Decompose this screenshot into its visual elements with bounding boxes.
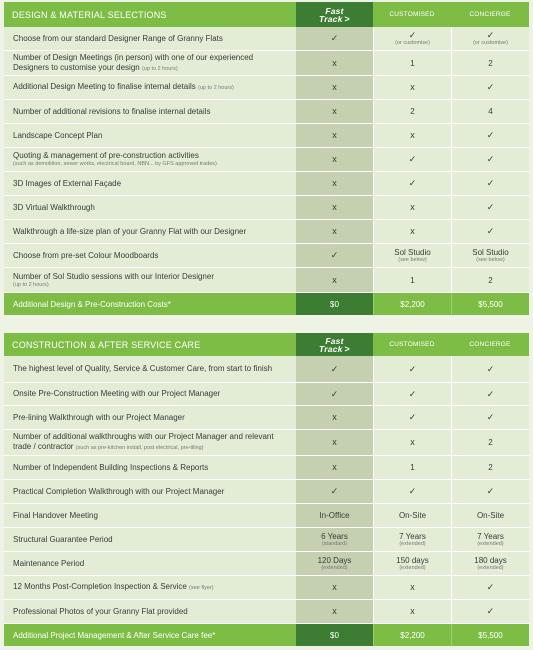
customised-value: ✓ <box>373 172 451 196</box>
row-label: Walkthrough a life-size plan of your Granny Flat with our Designer <box>4 220 296 244</box>
fast-track-value: x <box>296 124 373 148</box>
concierge-value: 2 <box>451 456 529 480</box>
customised-value: 1 <box>373 51 451 76</box>
concierge-value: ✓ <box>451 124 529 148</box>
concierge-total: $5,500 <box>451 624 529 646</box>
concierge-value: 2 <box>451 268 529 293</box>
row-label: Landscape Concept Plan <box>4 124 296 148</box>
row-label: Number of Independent Building Inspections & Reports <box>4 456 296 480</box>
customised-value: ✓ <box>373 148 451 172</box>
concierge-value: ✓ <box>451 406 529 430</box>
fast-track-value: x <box>296 406 373 430</box>
concierge-value: 180 days (extended) <box>451 552 529 576</box>
row-label: 3D Images of External Façade <box>4 172 296 196</box>
fast-track-value: x <box>296 456 373 480</box>
customised-value: 1 <box>373 268 451 293</box>
chevron-right-icon: > <box>344 13 350 24</box>
concierge-value: ✓ <box>451 356 529 383</box>
section-title: DESIGN & MATERIAL SELECTIONS <box>4 2 296 27</box>
concierge-value: 4 <box>451 100 529 124</box>
row-label: Pre-lining Walkthrough with our Project Manager <box>4 406 296 430</box>
customised-value: ✓ <box>373 383 451 406</box>
fast-track-value: x <box>296 430 373 456</box>
row-label: Number of additional walkthroughs with our Project Manager and relevant trade / contractor (such as pre-kitchen install, post electrical, pre-tiling) <box>4 430 296 456</box>
row-label: Professional Photos of your Granny Flat provided <box>4 600 296 624</box>
row-label: Maintenance Period <box>4 552 296 576</box>
concierge-value: ✓ (or customise) <box>451 27 529 51</box>
construction-service-table <box>4 333 529 646</box>
customised-value: x <box>373 576 451 600</box>
fast-track-value: x <box>296 268 373 293</box>
fast-track-value: 120 Days (extended) <box>296 552 373 576</box>
fast-track-value: ✓ <box>296 244 373 268</box>
customised-value: On-Site <box>373 504 451 528</box>
fast-track-value: x <box>296 51 373 76</box>
customised-value: 1 <box>373 456 451 480</box>
customised-value: Sol Studio (see below) <box>373 244 451 268</box>
fast-track-value: x <box>296 196 373 220</box>
customised-value: x <box>373 196 451 220</box>
customised-value: ✓ <box>373 406 451 430</box>
concierge-value: 2 <box>451 51 529 76</box>
concierge-value: ✓ <box>451 196 529 220</box>
fast-track-word-2: Track <box>319 13 343 24</box>
fast-track-value: ✓ <box>296 27 373 51</box>
row-label: Number of Design Meetings (in person) with one of our experienced Designers to customise your design (up to 2 hours) <box>4 51 296 76</box>
concierge-total: $5,500 <box>451 293 529 315</box>
row-label: Onsite Pre-Construction Meeting with our Project Manager <box>4 383 296 406</box>
concierge-value: ✓ <box>451 76 529 100</box>
row-label: Choose from pre-set Colour Moodboards <box>4 244 296 268</box>
customised-value: 150 days (extended) <box>373 552 451 576</box>
row-label: The highest level of Quality, Service & Customer Care, from start to finish <box>4 356 296 383</box>
customised-value: x <box>373 430 451 456</box>
concierge-value: 7 Years (extended) <box>451 528 529 552</box>
customised-value: ✓ <box>373 480 451 504</box>
fast-track-value: x <box>296 172 373 196</box>
customised-value: 2 <box>373 100 451 124</box>
fast-track-word-1: Fast <box>325 335 344 346</box>
row-label: 3D Virtual Walkthrough <box>4 196 296 220</box>
customised-total: $2,200 <box>373 293 451 315</box>
chevron-right-icon: > <box>344 343 350 354</box>
row-label: Choose from our standard Designer Range of Granny Flats <box>4 27 296 51</box>
customised-value: x <box>373 76 451 100</box>
concierge-value: On-Site <box>451 504 529 528</box>
customised-value: ✓ (or customise) <box>373 27 451 51</box>
customised-value: x <box>373 124 451 148</box>
fast-track-value: 6 Years (standard) <box>296 528 373 552</box>
total-label: Additional Project Management & After Service Care fee* <box>4 624 296 646</box>
fast-track-value: ✓ <box>296 480 373 504</box>
customised-value: ✓ <box>373 356 451 383</box>
fast-track-header <box>296 333 373 356</box>
fast-track-total: $0 <box>296 624 373 646</box>
row-label: Number of additional revisions to finalise internal details <box>4 100 296 124</box>
concierge-value: ✓ <box>451 480 529 504</box>
customised-header: CUSTOMISED <box>373 2 451 27</box>
customised-value: x <box>373 220 451 244</box>
row-label: Structural Guarantee Period <box>4 528 296 552</box>
section-title: CONSTRUCTION & AFTER SERVICE CARE <box>4 333 296 356</box>
fast-track-total: $0 <box>296 293 373 315</box>
fast-track-value: x <box>296 148 373 172</box>
fast-track-value: x <box>296 220 373 244</box>
row-label: Additional Design Meeting to finalise internal details (up to 2 hours) <box>4 76 296 100</box>
fast-track-word-1: Fast <box>325 5 344 16</box>
concierge-header: CONCIERGE <box>451 333 529 356</box>
concierge-value: ✓ <box>451 172 529 196</box>
concierge-value: ✓ <box>451 576 529 600</box>
concierge-value: ✓ <box>451 383 529 406</box>
concierge-value: Sol Studio (see below) <box>451 244 529 268</box>
concierge-value: ✓ <box>451 220 529 244</box>
row-label: Number of Sol Studio sessions with our Interior Designer (up to 2 hours) <box>4 268 296 293</box>
customised-value: x <box>373 600 451 624</box>
fast-track-value: In-Office <box>296 504 373 528</box>
concierge-header: CONCIERGE <box>451 2 529 27</box>
row-label: Practical Completion Walkthrough with our Project Manager <box>4 480 296 504</box>
fast-track-value: x <box>296 576 373 600</box>
concierge-value: ✓ <box>451 148 529 172</box>
fast-track-value: x <box>296 76 373 100</box>
concierge-value: 2 <box>451 430 529 456</box>
fast-track-value: x <box>296 100 373 124</box>
row-label: Final Handover Meeting <box>4 504 296 528</box>
fast-track-word-2: Track <box>319 343 343 354</box>
customised-total: $2,200 <box>373 624 451 646</box>
row-label: Quoting & management of pre-construction activities (such as demolition, sewer works, electrical board, NBN... by GFS approved trades) <box>4 148 296 172</box>
row-label: 12 Months Post-Completion Inspection & Service (see flyer) <box>4 576 296 600</box>
total-label: Additional Design & Pre-Construction Costs* <box>4 293 296 315</box>
fast-track-header <box>296 2 373 27</box>
design-material-table <box>4 2 529 315</box>
customised-value: 7 Years (extended) <box>373 528 451 552</box>
fast-track-value: ✓ <box>296 383 373 406</box>
fast-track-value: x <box>296 600 373 624</box>
concierge-value: ✓ <box>451 600 529 624</box>
customised-header: CUSTOMISED <box>373 333 451 356</box>
fast-track-value: ✓ <box>296 356 373 383</box>
